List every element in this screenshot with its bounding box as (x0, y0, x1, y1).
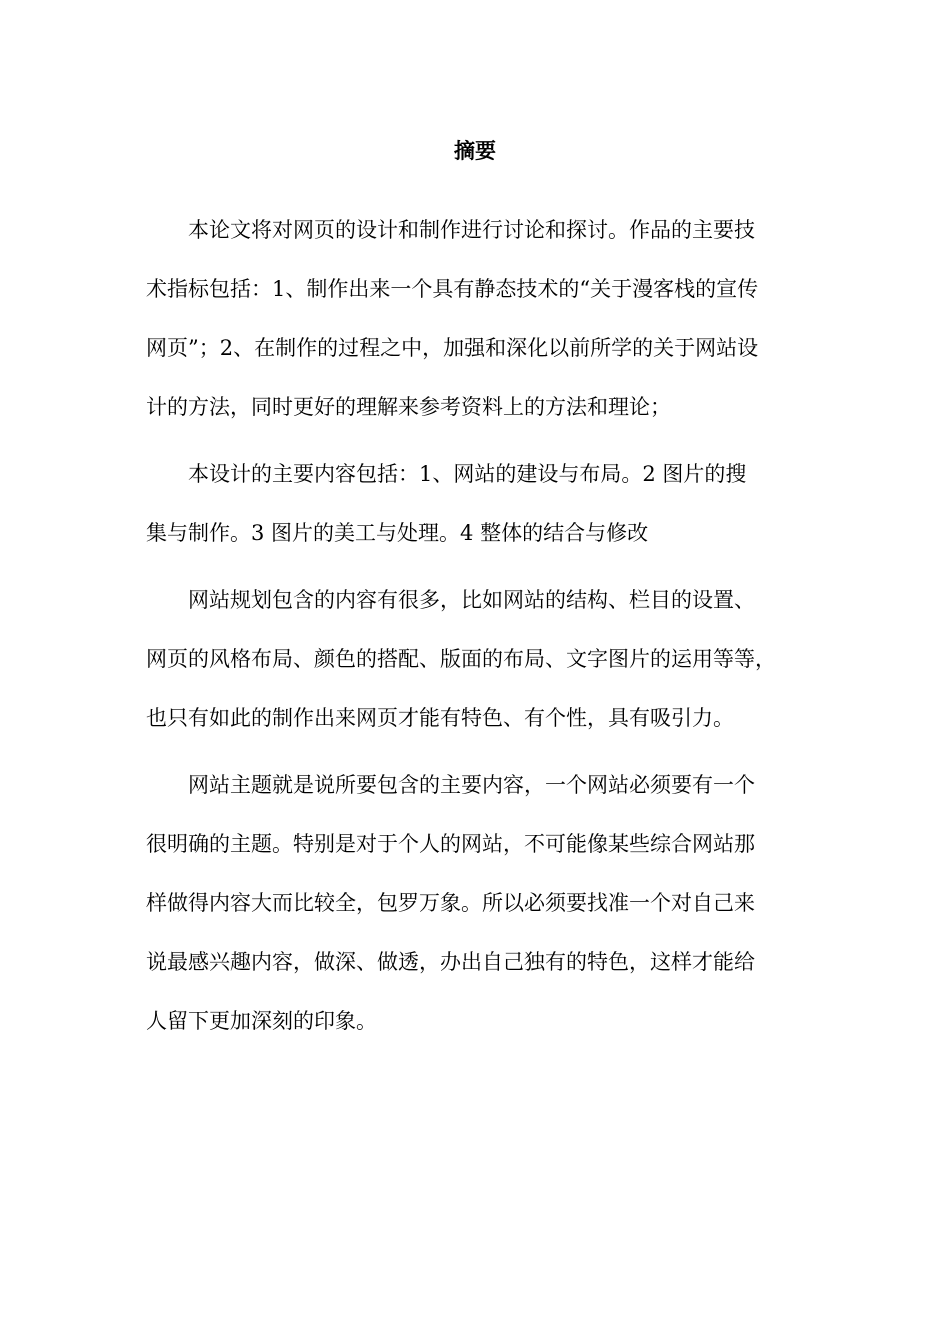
paragraph-1 (146, 201, 826, 437)
paragraph-2 (146, 445, 826, 563)
paragraph-line: 网站主题就是说所要包含的主要内容，一个网站必须要有一个 (188, 773, 755, 797)
paragraph-3 (146, 571, 826, 748)
paragraph-line: 术指标包括：1、制作出来一个具有静态技术的“关于漫客栈的宣传 (146, 277, 759, 301)
paragraph-line: 网页的风格布局、颜色的搭配、版面的布局、文字图片的运用等等， (146, 647, 776, 671)
paragraph-line: 本论文将对网页的设计和制作进行讨论和探讨。作品的主要技 (188, 218, 755, 242)
paragraph-line: 集与制作。3 图片的美工与处理。4 整体的结合与修改 (146, 521, 649, 545)
paragraph-line: 也只有如此的制作出来网页才能有特色、有个性，具有吸引力。 (146, 706, 734, 730)
paragraph-4 (146, 756, 826, 1051)
abstract-body (146, 201, 826, 1059)
paragraph-line: 说最感兴趣内容，做深、做透，办出自己独有的特色，这样才能给 (146, 950, 755, 974)
paragraph-line: 网页”；2、在制作的过程之中，加强和深化以前所学的关于网站设 (146, 336, 759, 360)
paragraph-line: 本设计的主要内容包括：1、网站的建设与布局。2 图片的搜 (188, 462, 747, 486)
paragraph-line: 计的方法，同时更好的理解来参考资料上的方法和理论； (146, 395, 671, 419)
paragraph-line: 网站规划包含的内容有很多，比如网站的结构、栏目的设置、 (188, 588, 755, 612)
paragraph-line: 样做得内容大而比较全，包罗万象。所以必须要找准一个对自己来 (146, 891, 755, 915)
paragraph-line: 人留下更加深刻的印象。 (146, 1009, 377, 1033)
abstract-title: 摘要 (454, 139, 496, 163)
paragraph-line: 很明确的主题。特别是对于个人的网站，不可能像某些综合网站那 (146, 832, 755, 856)
